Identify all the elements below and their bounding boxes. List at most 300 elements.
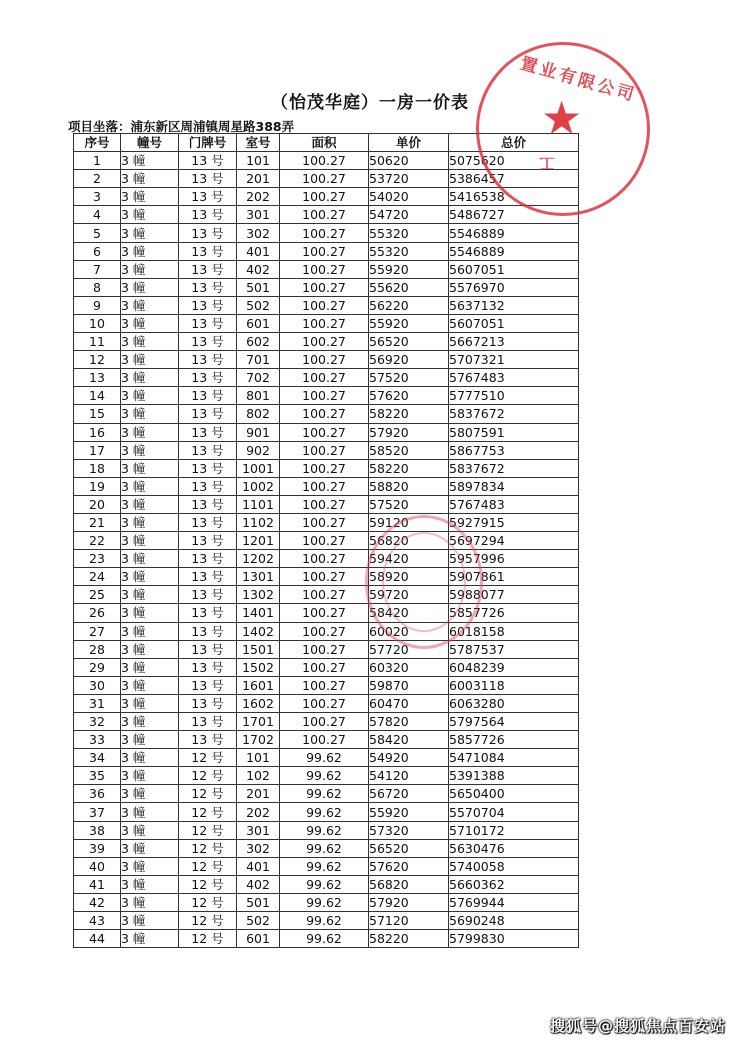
header-building: 幢号	[121, 134, 179, 152]
cell-room: 801	[237, 387, 280, 405]
cell-total-price: 5707321	[449, 351, 579, 369]
cell-unit-price: 59720	[369, 586, 449, 604]
cell-room: 702	[237, 369, 280, 387]
table-row	[74, 694, 579, 712]
cell-area: 100.27	[280, 260, 369, 278]
cell-total-price: 5769944	[449, 893, 579, 911]
cell-area: 100.27	[280, 296, 369, 314]
cell-index: 40	[74, 857, 121, 875]
cell-total-price: 6018158	[449, 622, 579, 640]
cell-area: 100.27	[280, 532, 369, 550]
table-row	[74, 459, 579, 477]
cell-room: 102	[237, 767, 280, 785]
cell-door-number: 12 号	[179, 930, 237, 948]
cell-unit-price: 56220	[369, 296, 449, 314]
cell-total-price: 5576970	[449, 278, 579, 296]
seal-bottom-text: 工	[539, 154, 556, 173]
cell-unit-price: 58220	[369, 405, 449, 423]
cell-index: 2	[74, 170, 121, 188]
cell-door-number: 12 号	[179, 912, 237, 930]
cell-building: 3 幢	[121, 532, 179, 550]
cell-door-number: 13 号	[179, 532, 237, 550]
cell-room: 1102	[237, 513, 280, 531]
cell-unit-price: 55920	[369, 314, 449, 332]
cell-unit-price: 57920	[369, 423, 449, 441]
cell-area: 100.27	[280, 224, 369, 242]
cell-total-price: 5799830	[449, 930, 579, 948]
cell-building: 3 幢	[121, 622, 179, 640]
cell-index: 9	[74, 296, 121, 314]
cell-building: 3 幢	[121, 206, 179, 224]
cell-total-price: 5660362	[449, 875, 579, 893]
cell-index: 15	[74, 405, 121, 423]
cell-door-number: 13 号	[179, 513, 237, 531]
cell-room: 1701	[237, 713, 280, 731]
cell-unit-price: 56820	[369, 532, 449, 550]
cell-area: 99.62	[280, 821, 369, 839]
cell-unit-price: 57320	[369, 821, 449, 839]
cell-building: 3 幢	[121, 550, 179, 568]
cell-total-price: 5486727	[449, 206, 579, 224]
table-row	[74, 278, 579, 296]
table-row	[74, 188, 579, 206]
cell-index: 11	[74, 333, 121, 351]
cell-index: 42	[74, 893, 121, 911]
cell-total-price: 5697294	[449, 532, 579, 550]
table-row	[74, 314, 579, 332]
cell-building: 3 幢	[121, 749, 179, 767]
cell-door-number: 13 号	[179, 731, 237, 749]
table-row	[74, 767, 579, 785]
cell-area: 100.27	[280, 495, 369, 513]
cell-building: 3 幢	[121, 459, 179, 477]
cell-building: 3 幢	[121, 224, 179, 242]
cell-room: 502	[237, 296, 280, 314]
cell-unit-price: 56520	[369, 839, 449, 857]
cell-room: 1402	[237, 622, 280, 640]
cell-door-number: 12 号	[179, 839, 237, 857]
cell-total-price: 5767483	[449, 495, 579, 513]
cell-building: 3 幢	[121, 821, 179, 839]
cell-door-number: 13 号	[179, 568, 237, 586]
cell-unit-price: 56720	[369, 785, 449, 803]
cell-area: 100.27	[280, 604, 369, 622]
cell-area: 100.27	[280, 441, 369, 459]
cell-unit-price: 58220	[369, 459, 449, 477]
cell-total-price: 5767483	[449, 369, 579, 387]
cell-area: 99.62	[280, 893, 369, 911]
header-total-price: 总价	[449, 134, 579, 152]
cell-door-number: 12 号	[179, 767, 237, 785]
table-row	[74, 170, 579, 188]
cell-area: 100.27	[280, 242, 369, 260]
cell-door-number: 12 号	[179, 821, 237, 839]
cell-index: 33	[74, 731, 121, 749]
cell-index: 12	[74, 351, 121, 369]
cell-building: 3 幢	[121, 296, 179, 314]
cell-room: 302	[237, 224, 280, 242]
cell-room: 402	[237, 875, 280, 893]
price-table	[73, 133, 579, 948]
cell-total-price: 5988077	[449, 586, 579, 604]
table-row	[74, 532, 579, 550]
cell-door-number: 13 号	[179, 586, 237, 604]
cell-area: 100.27	[280, 658, 369, 676]
cell-building: 3 幢	[121, 568, 179, 586]
cell-room: 202	[237, 803, 280, 821]
cell-unit-price: 55620	[369, 278, 449, 296]
cell-building: 3 幢	[121, 513, 179, 531]
cell-door-number: 13 号	[179, 333, 237, 351]
table-row	[74, 731, 579, 749]
cell-building: 3 幢	[121, 676, 179, 694]
cell-area: 100.27	[280, 459, 369, 477]
cell-room: 1001	[237, 459, 280, 477]
cell-building: 3 幢	[121, 767, 179, 785]
cell-door-number: 13 号	[179, 278, 237, 296]
cell-unit-price: 59870	[369, 676, 449, 694]
header-door-number: 门牌号	[179, 134, 237, 152]
table-row	[74, 495, 579, 513]
cell-area: 99.62	[280, 803, 369, 821]
header-unit-price: 单价	[369, 134, 449, 152]
cell-building: 3 幢	[121, 333, 179, 351]
table-row	[74, 875, 579, 893]
cell-room: 101	[237, 152, 280, 170]
cell-door-number: 12 号	[179, 785, 237, 803]
cell-room: 201	[237, 170, 280, 188]
cell-area: 100.27	[280, 387, 369, 405]
cell-room: 901	[237, 423, 280, 441]
cell-unit-price: 53720	[369, 170, 449, 188]
cell-area: 100.27	[280, 369, 369, 387]
cell-area: 99.62	[280, 875, 369, 893]
cell-area: 100.27	[280, 314, 369, 332]
cell-area: 99.62	[280, 930, 369, 948]
cell-door-number: 13 号	[179, 441, 237, 459]
table-row	[74, 152, 579, 170]
cell-room: 1602	[237, 694, 280, 712]
cell-unit-price: 58820	[369, 477, 449, 495]
cell-building: 3 幢	[121, 314, 179, 332]
cell-room: 401	[237, 857, 280, 875]
table-row	[74, 296, 579, 314]
cell-building: 3 幢	[121, 423, 179, 441]
cell-door-number: 13 号	[179, 188, 237, 206]
cell-total-price: 5650400	[449, 785, 579, 803]
cell-index: 1	[74, 152, 121, 170]
document-title: （怡茂华庭）一房一价表	[271, 93, 469, 113]
cell-index: 18	[74, 459, 121, 477]
cell-building: 3 幢	[121, 912, 179, 930]
cell-door-number: 13 号	[179, 260, 237, 278]
cell-index: 3	[74, 188, 121, 206]
cell-area: 100.27	[280, 206, 369, 224]
cell-building: 3 幢	[121, 604, 179, 622]
cell-door-number: 13 号	[179, 640, 237, 658]
cell-index: 16	[74, 423, 121, 441]
cell-room: 902	[237, 441, 280, 459]
cell-door-number: 12 号	[179, 857, 237, 875]
table-row	[74, 351, 579, 369]
cell-building: 3 幢	[121, 188, 179, 206]
cell-area: 100.27	[280, 713, 369, 731]
table-row	[74, 658, 579, 676]
table-row	[74, 260, 579, 278]
cell-door-number: 13 号	[179, 713, 237, 731]
cell-unit-price: 54720	[369, 206, 449, 224]
cell-index: 34	[74, 749, 121, 767]
table-row	[74, 930, 579, 948]
cell-unit-price: 60470	[369, 694, 449, 712]
cell-room: 202	[237, 188, 280, 206]
cell-index: 38	[74, 821, 121, 839]
table-row	[74, 713, 579, 731]
cell-index: 35	[74, 767, 121, 785]
cell-index: 20	[74, 495, 121, 513]
cell-unit-price: 58420	[369, 731, 449, 749]
header-room: 室号	[237, 134, 280, 152]
cell-unit-price: 54120	[369, 767, 449, 785]
table-row	[74, 568, 579, 586]
cell-room: 201	[237, 785, 280, 803]
cell-total-price: 5416538	[449, 188, 579, 206]
cell-door-number: 13 号	[179, 477, 237, 495]
cell-area: 100.27	[280, 188, 369, 206]
cell-unit-price: 57620	[369, 857, 449, 875]
cell-room: 1101	[237, 495, 280, 513]
cell-index: 23	[74, 550, 121, 568]
cell-door-number: 12 号	[179, 893, 237, 911]
cell-unit-price: 55320	[369, 224, 449, 242]
table-row	[74, 206, 579, 224]
table-row	[74, 912, 579, 930]
cell-unit-price: 58420	[369, 604, 449, 622]
table-row	[74, 242, 579, 260]
cell-door-number: 13 号	[179, 314, 237, 332]
cell-index: 43	[74, 912, 121, 930]
cell-index: 10	[74, 314, 121, 332]
cell-door-number: 13 号	[179, 658, 237, 676]
cell-door-number: 13 号	[179, 152, 237, 170]
cell-door-number: 13 号	[179, 224, 237, 242]
cell-area: 100.27	[280, 477, 369, 495]
cell-building: 3 幢	[121, 658, 179, 676]
cell-total-price: 5570704	[449, 803, 579, 821]
cell-room: 101	[237, 749, 280, 767]
cell-area: 100.27	[280, 152, 369, 170]
cell-building: 3 幢	[121, 495, 179, 513]
cell-area: 99.62	[280, 767, 369, 785]
cell-index: 4	[74, 206, 121, 224]
cell-index: 6	[74, 242, 121, 260]
cell-room: 602	[237, 333, 280, 351]
cell-building: 3 幢	[121, 893, 179, 911]
cell-area: 100.27	[280, 622, 369, 640]
cell-room: 601	[237, 930, 280, 948]
cell-area: 99.62	[280, 857, 369, 875]
cell-index: 28	[74, 640, 121, 658]
source-watermark: 搜狐号@搜狐焦点百安站	[549, 1017, 726, 1035]
cell-area: 100.27	[280, 694, 369, 712]
cell-door-number: 13 号	[179, 550, 237, 568]
cell-door-number: 12 号	[179, 749, 237, 767]
cell-unit-price: 55320	[369, 242, 449, 260]
cell-area: 99.62	[280, 912, 369, 930]
table-row	[74, 405, 579, 423]
table-body	[74, 152, 579, 948]
table-row	[74, 622, 579, 640]
cell-room: 1601	[237, 676, 280, 694]
cell-door-number: 13 号	[179, 242, 237, 260]
cell-building: 3 幢	[121, 369, 179, 387]
cell-total-price: 5710172	[449, 821, 579, 839]
cell-building: 3 幢	[121, 242, 179, 260]
table-row	[74, 604, 579, 622]
cell-building: 3 幢	[121, 170, 179, 188]
cell-total-price: 5075620	[449, 152, 579, 170]
table-row	[74, 224, 579, 242]
cell-building: 3 幢	[121, 387, 179, 405]
cell-total-price: 6063280	[449, 694, 579, 712]
cell-index: 26	[74, 604, 121, 622]
cell-room: 501	[237, 893, 280, 911]
cell-total-price: 5957996	[449, 550, 579, 568]
cell-building: 3 幢	[121, 477, 179, 495]
cell-total-price: 5667213	[449, 333, 579, 351]
table-row	[74, 423, 579, 441]
table-row	[74, 477, 579, 495]
cell-total-price: 5867753	[449, 441, 579, 459]
seal-star-icon: ★	[541, 91, 583, 145]
cell-total-price: 5740058	[449, 857, 579, 875]
cell-index: 37	[74, 803, 121, 821]
cell-door-number: 12 号	[179, 875, 237, 893]
cell-area: 100.27	[280, 640, 369, 658]
table-row	[74, 785, 579, 803]
cell-total-price: 5837672	[449, 405, 579, 423]
cell-area: 100.27	[280, 405, 369, 423]
cell-index: 13	[74, 369, 121, 387]
cell-unit-price: 57820	[369, 713, 449, 731]
cell-building: 3 幢	[121, 351, 179, 369]
cell-total-price: 5607051	[449, 260, 579, 278]
cell-room: 1201	[237, 532, 280, 550]
cell-total-price: 5837672	[449, 459, 579, 477]
cell-building: 3 幢	[121, 930, 179, 948]
cell-area: 100.27	[280, 513, 369, 531]
cell-total-price: 5787537	[449, 640, 579, 658]
cell-total-price: 5471084	[449, 749, 579, 767]
cell-door-number: 13 号	[179, 387, 237, 405]
cell-room: 1501	[237, 640, 280, 658]
cell-total-price: 5546889	[449, 242, 579, 260]
cell-room: 1502	[237, 658, 280, 676]
cell-index: 41	[74, 875, 121, 893]
table-row	[74, 893, 579, 911]
table-row	[74, 640, 579, 658]
cell-door-number: 13 号	[179, 296, 237, 314]
cell-room: 301	[237, 821, 280, 839]
cell-unit-price: 56520	[369, 333, 449, 351]
cell-door-number: 13 号	[179, 622, 237, 640]
cell-unit-price: 56820	[369, 875, 449, 893]
cell-building: 3 幢	[121, 586, 179, 604]
cell-index: 17	[74, 441, 121, 459]
table-row	[74, 676, 579, 694]
cell-door-number: 13 号	[179, 206, 237, 224]
cell-total-price: 5637132	[449, 296, 579, 314]
table-row	[74, 333, 579, 351]
cell-index: 32	[74, 713, 121, 731]
cell-unit-price: 58920	[369, 568, 449, 586]
cell-index: 24	[74, 568, 121, 586]
table-row	[74, 749, 579, 767]
table-header-row	[74, 134, 579, 152]
table-row	[74, 821, 579, 839]
cell-unit-price: 58520	[369, 441, 449, 459]
cell-unit-price: 55920	[369, 803, 449, 821]
cell-total-price: 6003118	[449, 676, 579, 694]
header-area: 面积	[280, 134, 369, 152]
cell-area: 100.27	[280, 278, 369, 296]
cell-unit-price: 57620	[369, 387, 449, 405]
cell-index: 31	[74, 694, 121, 712]
seal-top-text: 置业有限公司	[517, 53, 639, 107]
cell-building: 3 幢	[121, 857, 179, 875]
cell-unit-price: 54020	[369, 188, 449, 206]
cell-index: 21	[74, 513, 121, 531]
table-row	[74, 857, 579, 875]
cell-door-number: 13 号	[179, 170, 237, 188]
cell-room: 501	[237, 278, 280, 296]
table-row	[74, 586, 579, 604]
cell-room: 502	[237, 912, 280, 930]
cell-index: 22	[74, 532, 121, 550]
cell-room: 1302	[237, 586, 280, 604]
project-location: 项目坐落：浦东新区周浦镇周星路388弄	[68, 119, 295, 134]
cell-door-number: 13 号	[179, 369, 237, 387]
cell-total-price: 5897834	[449, 477, 579, 495]
cell-total-price: 5907861	[449, 568, 579, 586]
cell-unit-price: 57520	[369, 495, 449, 513]
cell-total-price: 5391388	[449, 767, 579, 785]
cell-unit-price: 57520	[369, 369, 449, 387]
cell-building: 3 幢	[121, 640, 179, 658]
cell-index: 39	[74, 839, 121, 857]
cell-door-number: 13 号	[179, 423, 237, 441]
cell-room: 1702	[237, 731, 280, 749]
cell-building: 3 幢	[121, 803, 179, 821]
cell-index: 19	[74, 477, 121, 495]
cell-index: 36	[74, 785, 121, 803]
cell-unit-price: 60320	[369, 658, 449, 676]
cell-room: 1002	[237, 477, 280, 495]
cell-building: 3 幢	[121, 405, 179, 423]
cell-unit-price: 54920	[369, 749, 449, 767]
cell-index: 44	[74, 930, 121, 948]
cell-door-number: 13 号	[179, 459, 237, 477]
cell-area: 100.27	[280, 676, 369, 694]
cell-unit-price: 57720	[369, 640, 449, 658]
cell-total-price: 5690248	[449, 912, 579, 930]
cell-total-price: 5857726	[449, 731, 579, 749]
cell-unit-price: 57120	[369, 912, 449, 930]
cell-index: 8	[74, 278, 121, 296]
cell-index: 5	[74, 224, 121, 242]
cell-room: 1401	[237, 604, 280, 622]
cell-building: 3 幢	[121, 731, 179, 749]
